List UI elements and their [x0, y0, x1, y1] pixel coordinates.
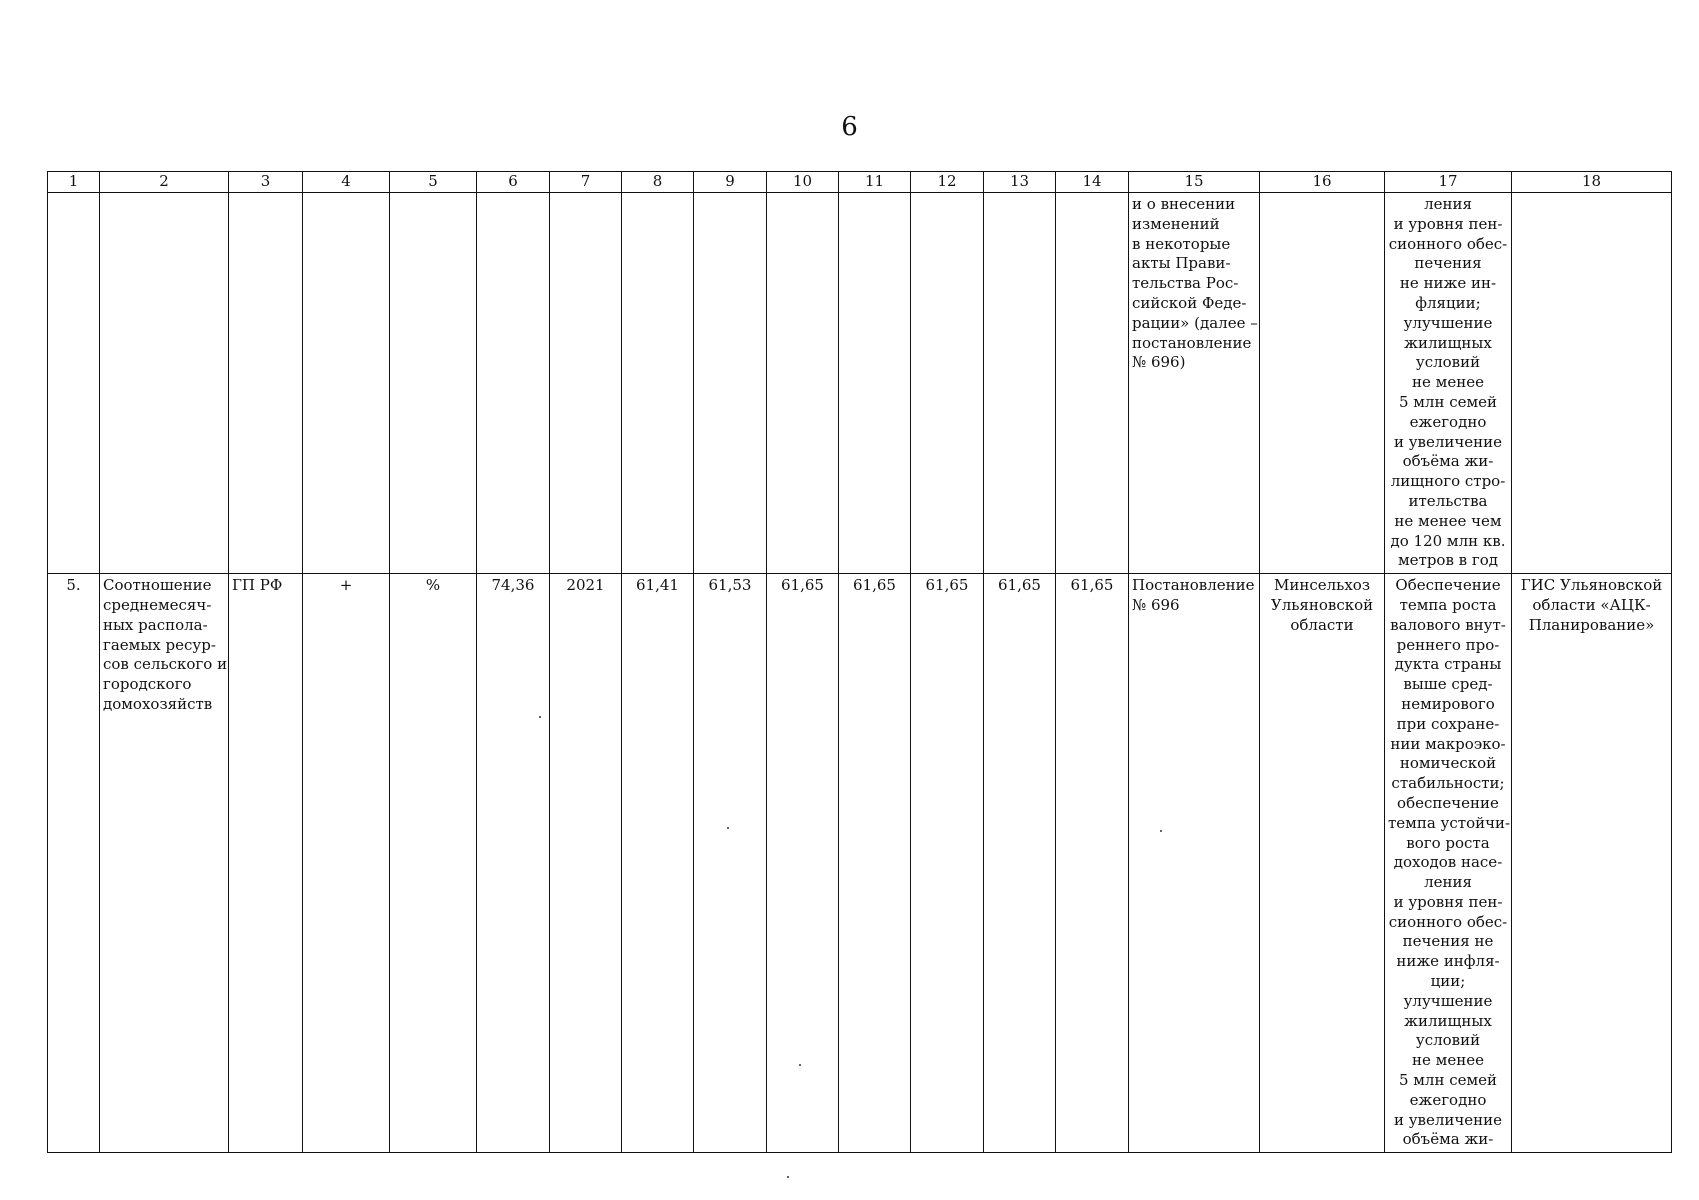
- cell-line: гаемых ресур-: [103, 635, 216, 654]
- column-header-10: 10: [767, 172, 839, 193]
- cell-line: постановление: [1132, 333, 1252, 352]
- cell-line: Ульяновской: [1270, 595, 1374, 614]
- column-header-7: 7: [550, 172, 622, 193]
- cell-line: валового внут-: [1390, 615, 1506, 634]
- scan-speck: [727, 827, 729, 829]
- cell-line: ниже инфля-: [1396, 952, 1500, 971]
- cell-line: не менее чем: [1394, 511, 1502, 530]
- cell-line: дукта страны: [1394, 655, 1502, 674]
- cell-line: ции;: [1430, 972, 1466, 991]
- column-header-15: 15: [1129, 172, 1260, 193]
- program-level-cell: ГП РФ: [229, 574, 303, 1153]
- cell-line: ежегодно: [1409, 412, 1487, 431]
- cell-line: не ниже ин-: [1399, 274, 1497, 293]
- table-row: [48, 193, 1672, 574]
- column-header-8: 8: [622, 172, 694, 193]
- scan-speck: [787, 1176, 789, 1178]
- cell-line: тельства Рос-: [1132, 274, 1239, 293]
- cell-line: ления: [1424, 195, 1472, 213]
- cell-line: улучшение: [1403, 313, 1493, 332]
- cell-line: изменений: [1132, 214, 1220, 233]
- cell-line: области: [1290, 615, 1354, 634]
- cell-line: городского: [103, 675, 192, 694]
- cell-line: при сохране-: [1396, 714, 1500, 733]
- column-header-13: 13: [984, 172, 1056, 193]
- cell-line: ления: [1424, 873, 1472, 892]
- cell-line: акты Прави-: [1132, 254, 1231, 273]
- cell-line: вого роста: [1406, 833, 1490, 852]
- cell-line: сионного обес-: [1388, 234, 1508, 253]
- cell-line: нии макроэко-: [1390, 734, 1506, 753]
- cell-line: Планирование»: [1528, 615, 1655, 634]
- cell-line: Минсельхоз: [1274, 576, 1370, 595]
- cell-line: объёма жи-: [1402, 452, 1494, 471]
- table-row: [48, 574, 1672, 1153]
- regulation-cell: [1129, 193, 1260, 574]
- cell-line: выше сред-: [1403, 675, 1493, 694]
- cell-line: условий: [1415, 1031, 1481, 1050]
- cell-line: метров в год: [1397, 551, 1499, 570]
- header-row: [48, 172, 1672, 193]
- cell-line: и уровня пен-: [1393, 892, 1503, 911]
- column-header-6: 6: [477, 172, 550, 193]
- cell-line: и увеличение: [1393, 432, 1503, 451]
- column-header-2: 2: [100, 172, 229, 193]
- column-header-14: 14: [1056, 172, 1129, 193]
- column-header-11: 11: [839, 172, 911, 193]
- cell-line: сийской Феде-: [1132, 293, 1247, 312]
- cell-line: темпа устойчи-: [1388, 813, 1511, 832]
- cell-line: Соотношение: [103, 576, 212, 595]
- value-cell-14: 61,65: [1056, 574, 1129, 1153]
- column-header-16: 16: [1260, 172, 1385, 193]
- cell-line: ежегодно: [1409, 1090, 1487, 1109]
- indicator-name-cell: [100, 574, 229, 1153]
- cell-line: сов сельского и: [103, 655, 228, 674]
- scan-speck: [539, 716, 541, 718]
- base-value-cell: 74,36: [477, 574, 550, 1153]
- info-system-cell: [1512, 574, 1672, 1153]
- column-header-4: 4: [303, 172, 390, 193]
- cell-line: реннего про-: [1396, 635, 1500, 654]
- row-number: 5.: [48, 574, 100, 1153]
- cell-line: в некоторые: [1132, 234, 1231, 253]
- scan-speck: [799, 1064, 801, 1066]
- cell-line: ГИС Ульяновской: [1520, 576, 1663, 595]
- cell-line: и о внесении: [1132, 195, 1236, 213]
- cell-line: до 120 млн кв.: [1390, 531, 1506, 550]
- cell-line: ительства: [1408, 491, 1488, 510]
- indicator-flag-cell: +: [303, 574, 390, 1153]
- value-cell-11: 61,65: [839, 574, 911, 1153]
- unit-cell: %: [390, 574, 477, 1153]
- value-cell-10: 61,65: [767, 574, 839, 1153]
- cell-line: фляции;: [1415, 293, 1481, 312]
- column-header-1: 1: [48, 172, 100, 193]
- cell-line: объёма жи-: [1402, 1130, 1494, 1149]
- cell-line: рации» (далее –: [1132, 313, 1258, 332]
- value-cell-13: 61,65: [984, 574, 1056, 1153]
- cell-line: № 696: [1132, 595, 1180, 614]
- cell-line: среднемесяч-: [103, 595, 212, 614]
- strategic-goal-cell: [1385, 193, 1512, 574]
- cell-line: области «АЦК-: [1532, 595, 1651, 614]
- cell-line: стабильности;: [1391, 774, 1505, 793]
- cell-line: номической: [1399, 754, 1497, 773]
- cell-line: не менее: [1412, 1051, 1484, 1070]
- cell-line: Обеспечение: [1395, 576, 1501, 595]
- cell-line: жилищных: [1404, 1011, 1492, 1030]
- cell-line: сионного обес-: [1388, 912, 1508, 931]
- cell-line: немирового: [1401, 694, 1495, 713]
- cell-line: № 696): [1132, 353, 1186, 372]
- cell-line: Постановление: [1132, 576, 1255, 595]
- regulation-cell: [1129, 574, 1260, 1153]
- cell-line: обеспечение: [1397, 793, 1499, 812]
- column-header-9: 9: [694, 172, 767, 193]
- cell-line: и уровня пен-: [1393, 214, 1503, 233]
- cell-line: доходов насе-: [1393, 853, 1503, 872]
- responsible-cell: [1260, 574, 1385, 1153]
- cell-line: улучшение: [1403, 991, 1493, 1010]
- cell-line: темпа роста: [1399, 595, 1497, 614]
- cell-line: ных распола-: [103, 615, 208, 634]
- strategic-goal-cell: [1385, 574, 1512, 1153]
- cell-line: домохозяйств: [103, 694, 213, 713]
- cell-line: условий: [1415, 353, 1481, 372]
- cell-line: печения не: [1402, 932, 1494, 951]
- column-header-3: 3: [229, 172, 303, 193]
- cell-line: лищного стро-: [1390, 472, 1506, 491]
- scan-speck: [1160, 830, 1162, 832]
- value-cell-9: 61,53: [694, 574, 767, 1153]
- column-header-18: 18: [1512, 172, 1672, 193]
- column-header-12: 12: [911, 172, 984, 193]
- base-year-cell: 2021: [550, 574, 622, 1153]
- cell-line: печения: [1414, 254, 1482, 273]
- cell-line: 5 млн семей: [1398, 392, 1498, 411]
- value-cell-8: 61,41: [622, 574, 694, 1153]
- cell-line: жилищных: [1404, 333, 1492, 352]
- indicators-table: [47, 171, 1672, 1153]
- column-header-17: 17: [1385, 172, 1512, 193]
- column-header-5: 5: [390, 172, 477, 193]
- value-cell-12: 61,65: [911, 574, 984, 1153]
- cell-line: и увеличение: [1393, 1110, 1503, 1129]
- page-number: 6: [841, 112, 858, 142]
- cell-line: 5 млн семей: [1398, 1071, 1498, 1090]
- cell-line: не менее: [1412, 373, 1484, 392]
